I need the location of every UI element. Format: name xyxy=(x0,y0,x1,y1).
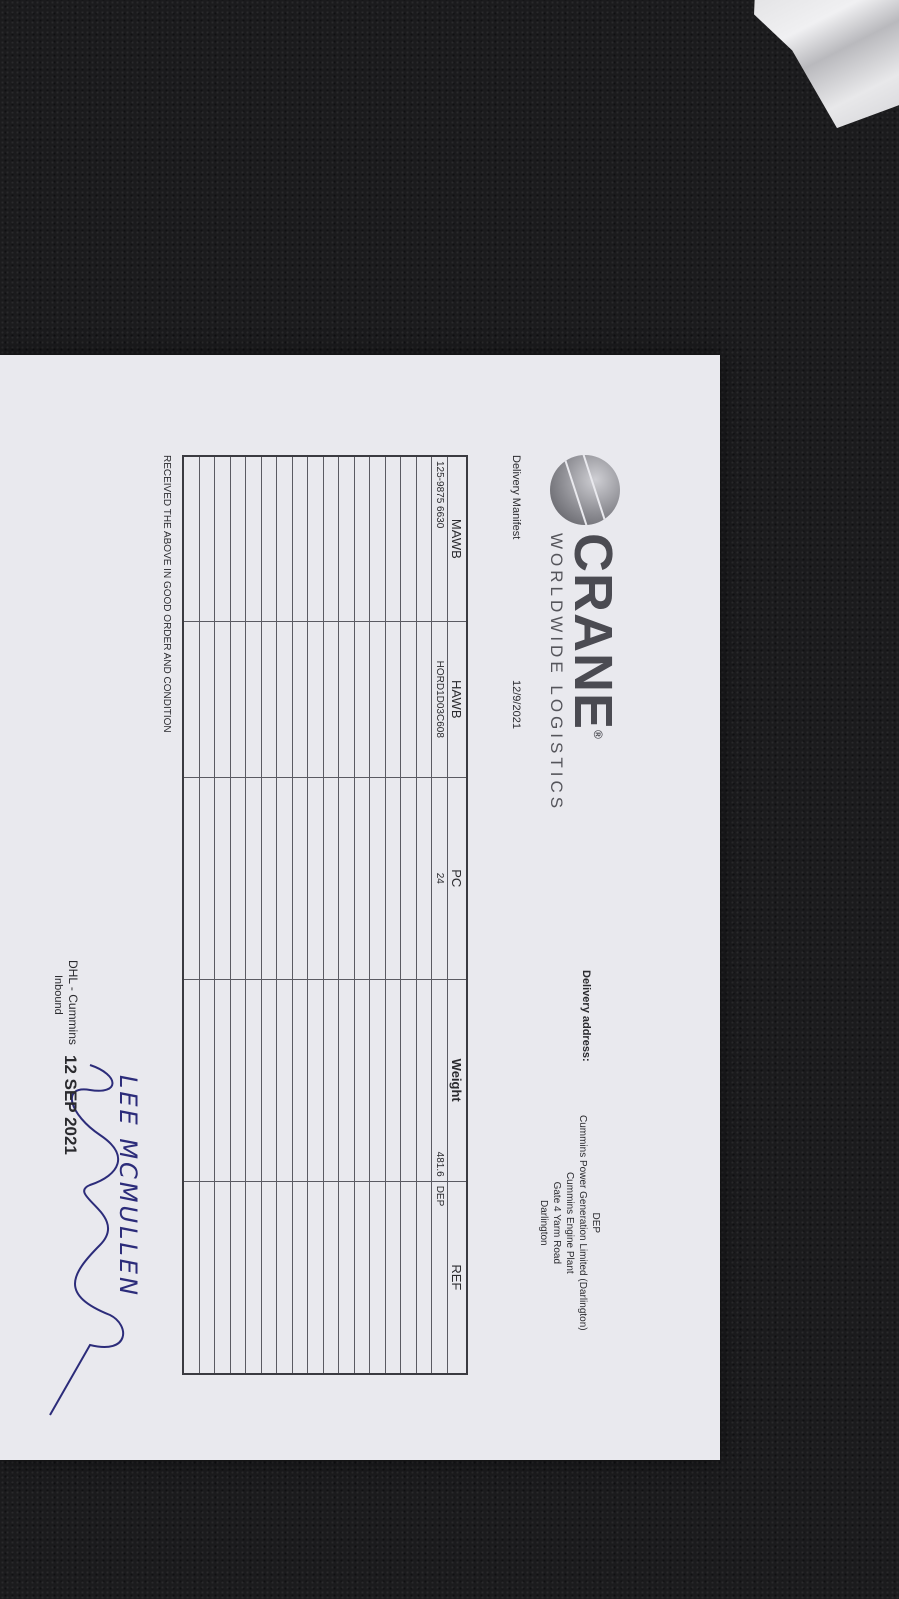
manifest-date: 12/9/2021 xyxy=(510,680,522,729)
empty-cell xyxy=(246,1181,262,1374)
table-row-empty xyxy=(401,456,417,1374)
empty-cell xyxy=(401,456,417,621)
empty-cell xyxy=(246,456,262,621)
empty-cell xyxy=(261,621,277,777)
empty-cell xyxy=(199,621,215,777)
address-line: Gate 4 Yarm Road xyxy=(551,1181,562,1265)
empty-cell xyxy=(308,1181,324,1374)
globe-icon xyxy=(551,455,621,525)
empty-cell xyxy=(183,621,199,777)
received-statement: RECEIVED THE ABOVE IN GOOD ORDER AND CONDITION xyxy=(161,455,172,733)
empty-cell xyxy=(199,777,215,979)
table-row-empty xyxy=(323,456,339,1374)
empty-cell xyxy=(323,777,339,979)
table-row-empty xyxy=(277,456,293,1374)
table-row-empty xyxy=(246,456,262,1374)
delivery-address xyxy=(537,1115,602,1331)
address-line: Cummins Power Generation Limited (Darlington) xyxy=(577,1115,588,1331)
empty-cell xyxy=(354,777,370,979)
manifest-page xyxy=(0,355,720,1460)
empty-cell xyxy=(183,1181,199,1374)
empty-cell xyxy=(246,777,262,979)
cell-ref: DEP xyxy=(432,1181,448,1374)
empty-cell xyxy=(354,621,370,777)
empty-cell xyxy=(323,456,339,621)
crane-logo xyxy=(546,455,625,812)
header-pc: PC xyxy=(448,777,468,979)
header-weight: Weight xyxy=(448,979,468,1181)
empty-cell xyxy=(261,456,277,621)
empty-cell xyxy=(370,621,386,777)
stamp-company: DHL - Cummins xyxy=(66,960,80,1045)
empty-cell xyxy=(199,979,215,1181)
empty-cell xyxy=(339,1181,355,1374)
empty-cell xyxy=(308,979,324,1181)
empty-cell xyxy=(385,979,401,1181)
empty-cell xyxy=(416,979,432,1181)
brand-tagline: WORLDWIDE LOGISTICS xyxy=(547,533,566,813)
empty-cell xyxy=(401,621,417,777)
delivery-manifest-sheet xyxy=(0,355,720,1460)
empty-cell xyxy=(323,1181,339,1374)
empty-cell xyxy=(292,621,308,777)
manifest-table xyxy=(182,455,468,1375)
empty-cell xyxy=(354,979,370,1181)
empty-cell xyxy=(215,1181,231,1374)
empty-cell xyxy=(323,621,339,777)
stamp-date: 12 SEP 2021 xyxy=(61,1055,80,1155)
empty-cell xyxy=(292,979,308,1181)
empty-cell xyxy=(215,979,231,1181)
empty-cell xyxy=(261,777,277,979)
address-line: Darlington xyxy=(538,1200,549,1246)
table-row-empty xyxy=(230,456,246,1374)
empty-cell xyxy=(323,979,339,1181)
header-ref: REF xyxy=(448,1181,468,1374)
empty-cell xyxy=(370,777,386,979)
table-row-empty xyxy=(215,456,231,1374)
empty-cell xyxy=(230,621,246,777)
crumpled-paper xyxy=(710,0,899,146)
signature-printed-name: LEE MCMULLEN xyxy=(114,1075,142,1298)
empty-cell xyxy=(183,979,199,1181)
brand-block xyxy=(546,533,625,812)
table-header-row xyxy=(448,456,468,1374)
cell-mawb: 125-9875 6630 xyxy=(432,456,448,621)
stamp-inbound: Inbound xyxy=(52,975,64,1015)
empty-cell xyxy=(401,1181,417,1374)
empty-cell xyxy=(277,621,293,777)
address-line: DEP xyxy=(590,1212,601,1234)
table-row-empty xyxy=(385,456,401,1374)
table-row-empty xyxy=(308,456,324,1374)
manifest-title: Delivery Manifest xyxy=(510,455,522,540)
table-row-empty xyxy=(339,456,355,1374)
brand-name: CRANE® xyxy=(563,533,623,740)
empty-cell xyxy=(354,456,370,621)
empty-cell xyxy=(308,621,324,777)
empty-cell xyxy=(401,777,417,979)
empty-cell xyxy=(416,777,432,979)
empty-cell xyxy=(370,979,386,1181)
table-row-empty xyxy=(183,456,199,1374)
empty-cell xyxy=(183,456,199,621)
empty-cell xyxy=(416,456,432,621)
empty-cell xyxy=(401,979,417,1181)
empty-cell xyxy=(385,1181,401,1374)
signature-scribble xyxy=(40,1055,160,1435)
empty-cell xyxy=(230,979,246,1181)
empty-cell xyxy=(199,1181,215,1374)
empty-cell xyxy=(230,456,246,621)
empty-cell xyxy=(215,777,231,979)
empty-cell xyxy=(339,777,355,979)
cell-hawb: HORD1D03C608 xyxy=(432,621,448,777)
header-mawb: MAWB xyxy=(448,456,468,621)
table-row-empty xyxy=(354,456,370,1374)
empty-cell xyxy=(246,621,262,777)
empty-cell xyxy=(277,777,293,979)
empty-cell xyxy=(292,456,308,621)
empty-cell xyxy=(277,1181,293,1374)
signature-area xyxy=(20,960,160,1435)
empty-cell xyxy=(199,456,215,621)
empty-cell xyxy=(277,979,293,1181)
table-row-empty xyxy=(261,456,277,1374)
empty-cell xyxy=(292,1181,308,1374)
empty-cell xyxy=(308,777,324,979)
empty-cell xyxy=(292,777,308,979)
empty-cell xyxy=(370,456,386,621)
table-row-empty xyxy=(199,456,215,1374)
empty-cell xyxy=(370,1181,386,1374)
empty-cell xyxy=(339,456,355,621)
empty-cell xyxy=(354,1181,370,1374)
empty-cell xyxy=(385,621,401,777)
empty-cell xyxy=(416,1181,432,1374)
empty-cell xyxy=(215,621,231,777)
address-line: Cummins Engine Plant xyxy=(564,1171,575,1274)
empty-cell xyxy=(385,777,401,979)
empty-cell xyxy=(277,456,293,621)
empty-cell xyxy=(339,979,355,1181)
empty-cell xyxy=(308,456,324,621)
empty-cell xyxy=(183,777,199,979)
cell-pc: 24 xyxy=(432,777,448,979)
empty-cell xyxy=(246,979,262,1181)
empty-cell xyxy=(339,621,355,777)
empty-cell xyxy=(385,456,401,621)
table-row-empty xyxy=(416,456,432,1374)
table-row xyxy=(432,456,448,1374)
table-row-empty xyxy=(292,456,308,1374)
empty-cell xyxy=(230,1181,246,1374)
empty-cell xyxy=(261,979,277,1181)
cell-weight: 481.6 xyxy=(432,979,448,1181)
empty-cell xyxy=(261,1181,277,1374)
header-hawb: HAWB xyxy=(448,621,468,777)
empty-cell xyxy=(230,777,246,979)
empty-cell xyxy=(215,456,231,621)
table-row-empty xyxy=(370,456,386,1374)
empty-cell xyxy=(416,621,432,777)
delivery-address-label: Delivery address: xyxy=(580,970,592,1062)
